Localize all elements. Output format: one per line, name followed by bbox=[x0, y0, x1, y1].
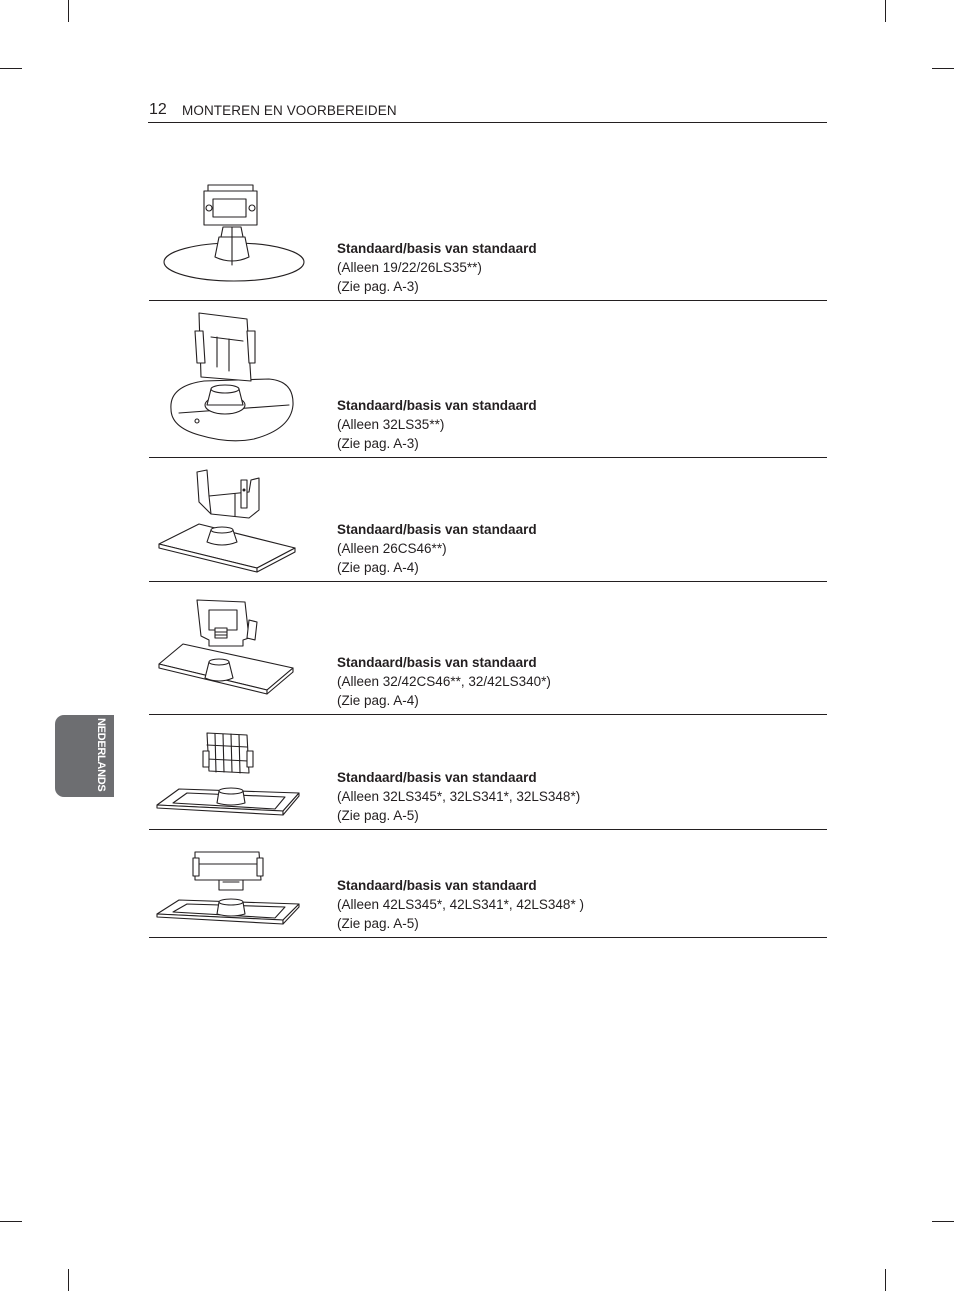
part-page-reference: (Zie pag. A-4) bbox=[337, 693, 419, 708]
part-model-note: (Alleen 19/22/26LS35**) bbox=[337, 260, 482, 275]
part-description bbox=[337, 876, 584, 933]
stand-oval-base-icon bbox=[149, 161, 319, 300]
crop-mark bbox=[932, 68, 954, 69]
part-description bbox=[337, 768, 580, 825]
part-description bbox=[337, 520, 537, 577]
page-number: 12 bbox=[149, 101, 167, 118]
part-model-note: (Alleen 26CS46**) bbox=[337, 541, 447, 556]
stand-wide-bracket-base-icon bbox=[149, 830, 319, 937]
part-model-note: (Alleen 32LS345*, 32LS341*, 32LS348*) bbox=[337, 789, 581, 804]
language-tab-label: NEDERLANDS bbox=[95, 718, 107, 792]
part-page-reference: (Zie pag. A-5) bbox=[337, 916, 419, 931]
part-page-reference: (Zie pag. A-3) bbox=[337, 436, 419, 451]
crop-mark bbox=[932, 1221, 954, 1222]
part-name: Standaard/basis van standaard bbox=[337, 241, 537, 256]
part-page-reference: (Zie pag. A-5) bbox=[337, 808, 419, 823]
stand-rounded-base-icon bbox=[149, 301, 319, 457]
crop-mark bbox=[0, 68, 22, 69]
part-row bbox=[149, 458, 827, 582]
part-description bbox=[337, 653, 551, 710]
crop-mark bbox=[885, 0, 886, 22]
part-description bbox=[337, 239, 537, 296]
part-name: Standaard/basis van standaard bbox=[337, 878, 537, 893]
crop-mark bbox=[0, 1221, 22, 1222]
crop-mark bbox=[885, 1269, 886, 1291]
part-row bbox=[149, 301, 827, 458]
part-row bbox=[149, 830, 827, 938]
part-model-note: (Alleen 42LS345*, 42LS341*, 42LS348* ) bbox=[337, 897, 584, 912]
parts-table bbox=[149, 161, 827, 938]
part-model-note: (Alleen 32LS35**) bbox=[337, 417, 445, 432]
section-title: MONTEREN EN VOORBEREIDEN bbox=[182, 103, 397, 118]
crop-mark bbox=[68, 1269, 69, 1291]
part-page-reference: (Zie pag. A-3) bbox=[337, 279, 419, 294]
part-name: Standaard/basis van standaard bbox=[337, 398, 537, 413]
part-model-note: (Alleen 32/42CS46**, 32/42LS340*) bbox=[337, 674, 551, 689]
stand-wide-frame-base-icon bbox=[149, 715, 319, 829]
part-name: Standaard/basis van standaard bbox=[337, 770, 537, 785]
part-row bbox=[149, 161, 827, 301]
part-name: Standaard/basis van standaard bbox=[337, 522, 537, 537]
part-row bbox=[149, 582, 827, 715]
page-header bbox=[148, 100, 827, 123]
part-description bbox=[337, 396, 537, 453]
part-row bbox=[149, 715, 827, 830]
stand-rectangular-base-icon bbox=[149, 458, 319, 581]
part-page-reference: (Zie pag. A-4) bbox=[337, 560, 419, 575]
language-tab bbox=[55, 715, 114, 797]
stand-flat-base-icon bbox=[149, 582, 319, 714]
crop-mark bbox=[68, 0, 69, 22]
part-name: Standaard/basis van standaard bbox=[337, 655, 537, 670]
